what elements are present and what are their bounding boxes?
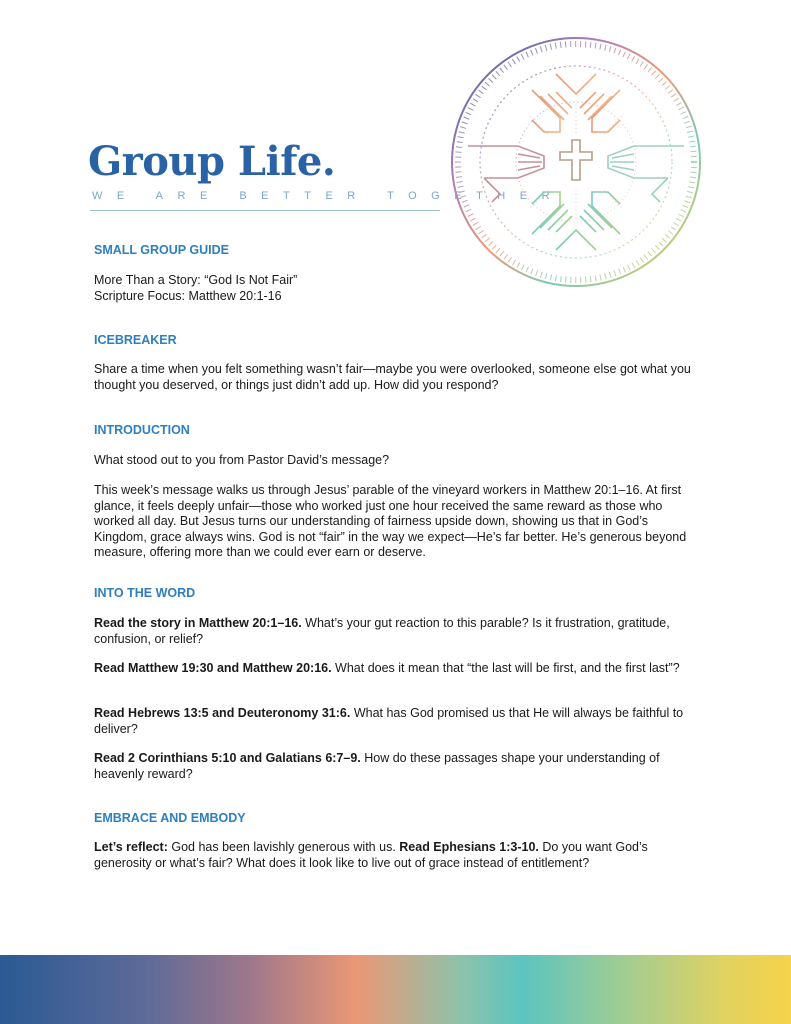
word-item-text: What does it mean that “the last will be first, and the first last”? <box>331 661 680 675</box>
series-title: More Than a Story: “God Is Not Fair” <box>94 273 298 287</box>
section-heading-into-the-word: INTO THE WORD <box>94 586 196 600</box>
embrace-text-part: Do you want God’s generosity or what’s fair? What does it look like to live out of grace instead of entitlement? <box>94 840 648 870</box>
section-heading-introduction: INTRODUCTION <box>94 423 190 437</box>
word-item <box>94 751 704 782</box>
header-divider <box>90 210 440 211</box>
word-item <box>94 661 704 677</box>
word-item-text: How do these passages shape your understanding of heavenly reward? <box>94 751 660 781</box>
embrace-reading: Read Ephesians 1:3-10. <box>399 840 539 854</box>
tagline: WE ARE BETTER TOGETHER <box>92 190 565 202</box>
footer-gradient-bar <box>0 955 791 1024</box>
embrace-text <box>94 840 704 871</box>
word-item <box>94 616 704 647</box>
embrace-lead: Let’s reflect: <box>94 840 168 854</box>
cross-hands-emblem-icon <box>448 34 704 290</box>
word-item-lead: Read Matthew 19:30 and Matthew 20:16. <box>94 661 332 675</box>
section-heading-icebreaker: ICEBREAKER <box>94 333 177 347</box>
word-item <box>94 706 704 737</box>
word-item-lead: Read Hebrews 13:5 and Deuteronomy 31:6. <box>94 706 351 720</box>
introduction-text: This week’s message walks us through Jesus’ parable of the vineyard workers in Matthew 20:1–16. At first glance, it feels deeply unfair—those who worked just one hour received the same reward as those who worked all day. But Jesus turns our understanding of fairness upside down, showing us that in God’s Kingdom, grace always wins. God is not “fair” in the way we expect—He’s far better. He’s generous beyond measure, offering more than we could ever earn or deserve. <box>94 483 687 559</box>
introduction-question: What stood out to you from Pastor David’s message? <box>94 453 390 467</box>
scripture-focus: Scripture Focus: Matthew 20:1-16 <box>94 289 282 303</box>
word-item-text: What has God promised us that He will always be faithful to deliver? <box>94 706 684 736</box>
icebreaker-text: Share a time when you felt something wasn’t fair—maybe you were overlooked, someone else got what you thought you deserved, or things just didn’t add up. How did you respond? <box>94 362 691 392</box>
page-title: Group Life. <box>88 138 336 185</box>
embrace-text-part: God has been lavishly generous with us. <box>167 840 400 854</box>
word-item-lead: Read 2 Corinthians 5:10 and Galatians 6:7–9. <box>94 751 361 765</box>
section-heading-embrace-and-embody: EMBRACE AND EMBODY <box>94 811 246 825</box>
word-item-text: What’s your gut reaction to this parable? Is it frustration, gratitude, confusion, or relief? <box>94 616 670 646</box>
word-item-lead: Read the story in Matthew 20:1–16. <box>94 616 302 630</box>
section-heading-small-group-guide: SMALL GROUP GUIDE <box>94 243 229 257</box>
